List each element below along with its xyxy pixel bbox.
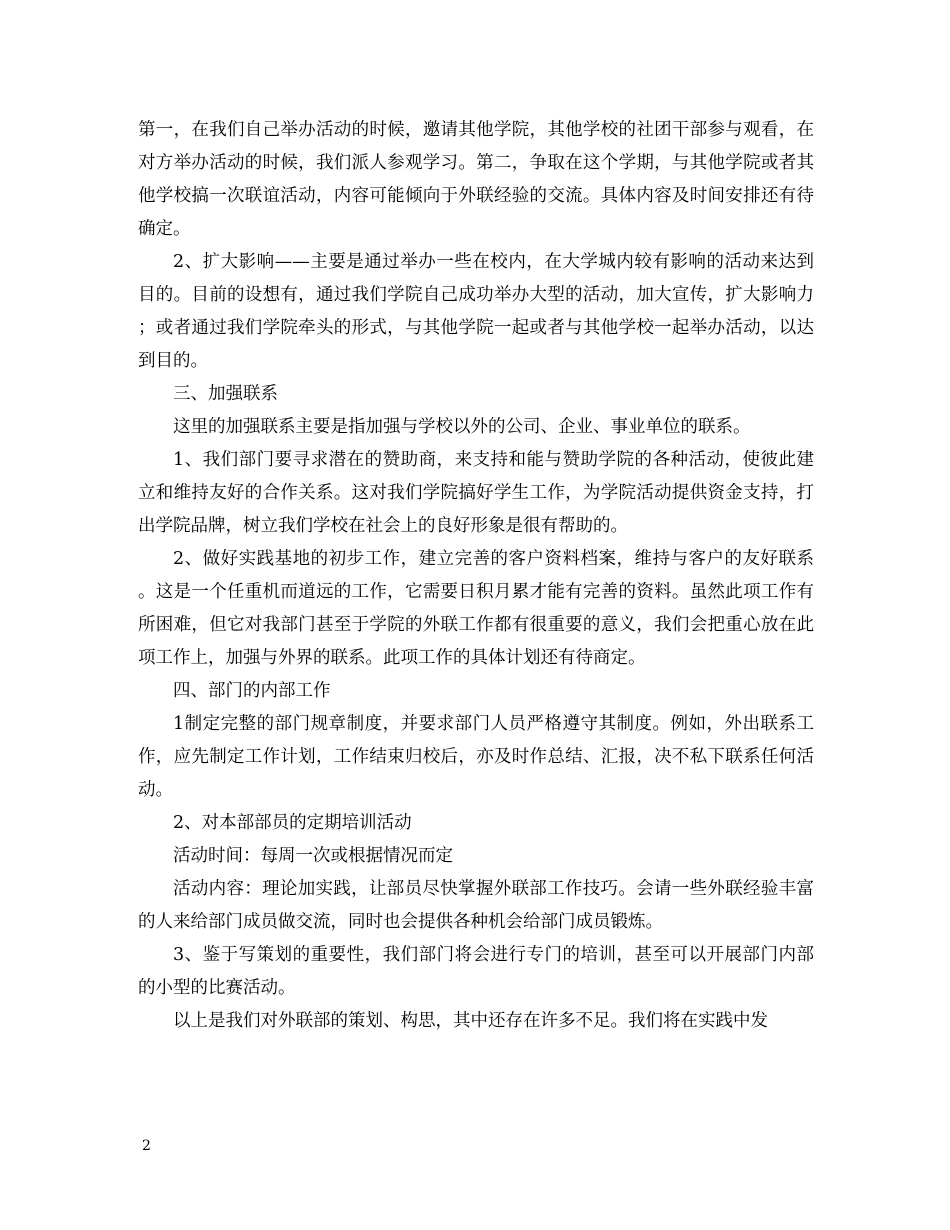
paragraph-2: 2、扩大影响——主要是通过举办一些在校内，在大学城内较有影响的活动来达到目的。目前的设想有，通过我们学院自己成功举办大型的活动，加大宣传，扩大影响力；或者通过我们学院牵头的形式，与其他学院一起或者与其他学校一起举办活动，以达到目的。: [138, 252, 814, 371]
paragraph-6: 2、做好实践基地的初步工作，建立完善的客户资料档案，维持与客户的友好联系。这是一个任重机而道远的工作，它需要日积月累才能有完善的资料。虽然此项工作有所困难，但它对我部门甚至于学院的外联工作都有很重要的意义，我们会把重心放在此项工作上，加强与外界的联系。此项工作的具体计划还有待商定。: [138, 549, 814, 668]
paragraph-5: 1、我们部门要寻求潜在的赞助商，来支持和能与赞助学院的各种活动，使彼此建立和维持友好的合作关系。这对我们学院搞好学生工作，为学院活动提供资金支持，打出学院品牌，树立我们学校在社会上的良好形象是很有帮助的。: [138, 450, 814, 536]
paragraph-4: 这里的加强联系主要是指加强与学校以外的公司、企业、事业单位的联系。: [173, 417, 751, 437]
paragraph-9: 2、对本部部员的定期培训活动: [173, 813, 412, 833]
section-heading-7: 四、部门的内部工作: [173, 681, 331, 701]
paragraph-13: 以上是我们对外联部的策划、构思，其中还存在许多不足。我们将在实践中发: [173, 1011, 768, 1031]
paragraph-11: 活动内容：理论加实践，让部员尽快掌握外联部工作技巧。会请一些外联经验丰富的人来给部门成员做交流，同时也会提供各种机会给部门成员锻炼。: [138, 879, 814, 932]
paragraph-12: 3、鉴于写策划的重要性，我们部门将会进行专门的培训，甚至可以开展部门内部的小型的比赛活动。: [138, 945, 814, 998]
section-heading-3: 三、加强联系: [173, 384, 278, 404]
document-body: [138, 114, 814, 1038]
paragraph-1: 第一，在我们自己举办活动的时候，邀请其他学院，其他学校的社团干部参与观看，在对方举办活动的时候，我们派人参观学习。第二，争取在这个学期，与其他学院或者其他学校搞一次联谊活动，内容可能倾向于外联经验的交流。具体内容及时间安排还有待确定。: [138, 120, 814, 239]
paragraph-8: 1制定完整的部门规章制度，并要求部门人员严格遵守其制度。例如，外出联系工作，应先制定工作计划，工作结束归校后，亦及时作总结、汇报，决不私下联系任何活动。: [138, 714, 814, 800]
paragraph-10: 活动时间：每周一次或根据情况而定: [173, 846, 453, 866]
page-number: 2: [142, 1138, 151, 1154]
